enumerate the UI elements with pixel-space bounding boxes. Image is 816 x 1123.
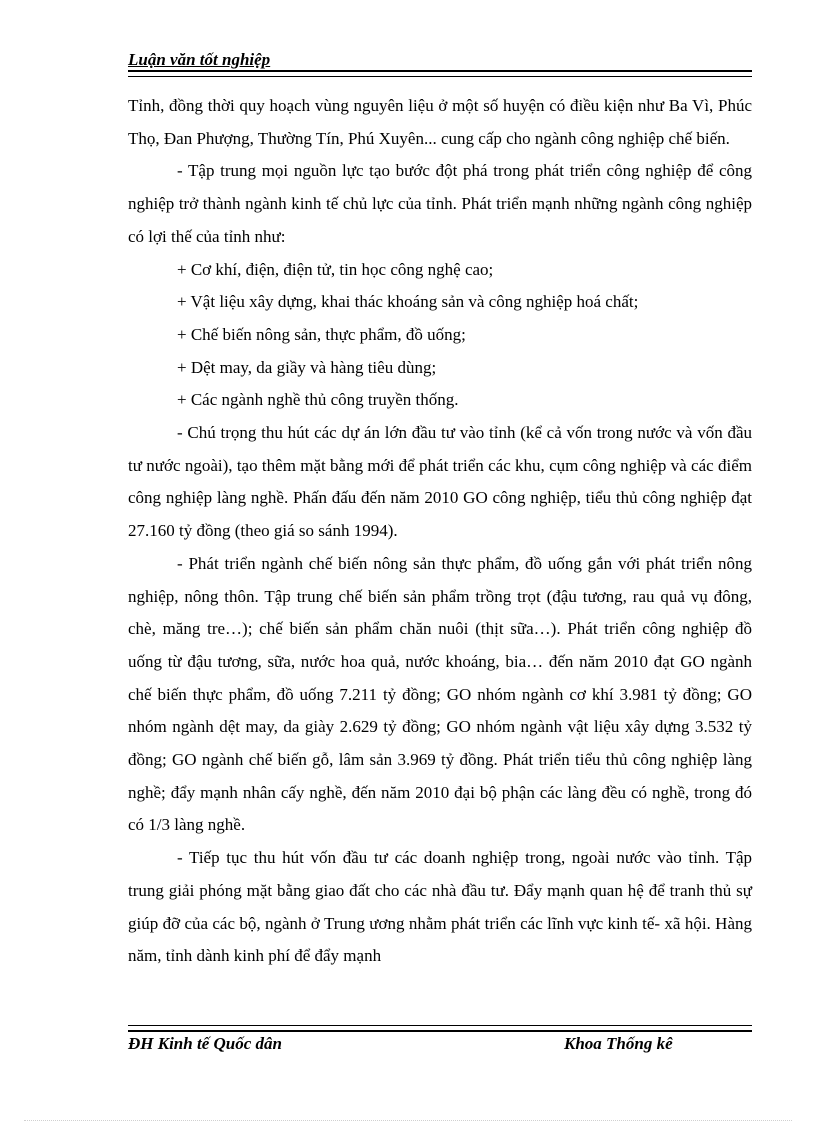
paragraph-2: - Tập trung mọi nguồn lực tạo bước đột phá trong phát triển công nghiệp để công nghiệp trở thành ngành kinh tế chủ lực của tỉnh. Phát triển mạnh những ngành công nghiệp có lợi thế của tỉnh như: bbox=[128, 161, 752, 246]
list-item: + Cơ khí, điện, điện tử, tin học công nghệ cao; bbox=[177, 259, 494, 279]
document-body bbox=[128, 90, 752, 973]
page-edge-divider bbox=[24, 1120, 792, 1121]
paragraph-1: Tỉnh, đồng thời quy hoạch vùng nguyên liệu ở một số huyện có điều kiện như Ba Vì, Phúc Thọ, Đan Phượng, Thường Tín, Phú Xuyên... cung cấp cho ngành công nghiệp chế biến. bbox=[128, 96, 752, 148]
paragraph-3: - Chú trọng thu hút các dự án lớn đầu tư vào tỉnh (kể cả vốn trong nước và vốn đầu tư nước ngoài), tạo thêm mặt bằng mới để phát triển các khu, cụm công nghiệp và các điểm công nghiệp làng nghề. Phấn đấu đến năm 2010 GO công nghiệp, tiểu thủ công nghiệp đạt 27.160 tỷ đồng (theo giá so sánh 1994). bbox=[128, 423, 752, 541]
list-item: + Vật liệu xây dựng, khai thác khoáng sản và công nghiệp hoá chất; bbox=[177, 292, 639, 312]
list-item: + Dệt may, da giầy và hàng tiêu dùng; bbox=[177, 357, 437, 377]
footer-university: ĐH Kinh tế Quốc dân bbox=[128, 1034, 282, 1053]
list-item: + Chế biến nông sản, thực phẩm, đồ uống; bbox=[177, 324, 466, 344]
list-item: + Các ngành nghề thủ công truyền thống. bbox=[177, 390, 459, 410]
footer-faculty: Khoa Thống kê bbox=[564, 1034, 673, 1053]
header-title: Luận văn tốt nghiệp bbox=[128, 50, 271, 69]
footer-rule bbox=[128, 1025, 752, 1032]
paragraph-4: - Phát triển ngành chế biến nông sản thực phẩm, đồ uống gắn với phát triển nông nghiệp, nông thôn. Tập trung chế biến sản phẩm trồng trọt (đậu tương, rau quả vụ đông, chè, măng tre…); chế biến sản phẩm chăn nuôi (thịt sữa…). Phát triển công nghiệp đồ uống từ đậu tương, sữa, nước hoa quả, nước khoáng, bia… đến năm 2010 đạt GO ngành chế biến thực phẩm, đồ uống 7.211 tỷ đồng; GO nhóm ngành cơ khí 3.981 tỷ đồng; GO nhóm ngành dệt may, da giày 2.629 tỷ đồng; GO nhóm ngành vật liệu xây dựng 3.532 tỷ đồng; GO ngành chế biến gỗ, lâm sản 3.969 tỷ đồng. Phát triển tiểu thủ công nghiệp làng nghề; đẩy mạnh nhân cấy nghề, đến năm 2010 đại bộ phận các làng đều có nghề, trong đó có 1/3 làng nghề. bbox=[128, 553, 752, 835]
header-rule bbox=[128, 70, 752, 77]
paragraph-5: - Tiếp tục thu hút vốn đầu tư các doanh nghiệp trong, ngoài nước vào tỉnh. Tập trung giải phóng mặt bằng giao đất cho các nhà đầu tư. Đẩy mạnh quan hệ để tranh thủ sự giúp đỡ của các bộ, ngành ở Trung ương nhằm phát triển các lĩnh vực kinh tế- xã hội. Hàng năm, tỉnh dành kinh phí để đẩy mạnh bbox=[128, 848, 752, 966]
